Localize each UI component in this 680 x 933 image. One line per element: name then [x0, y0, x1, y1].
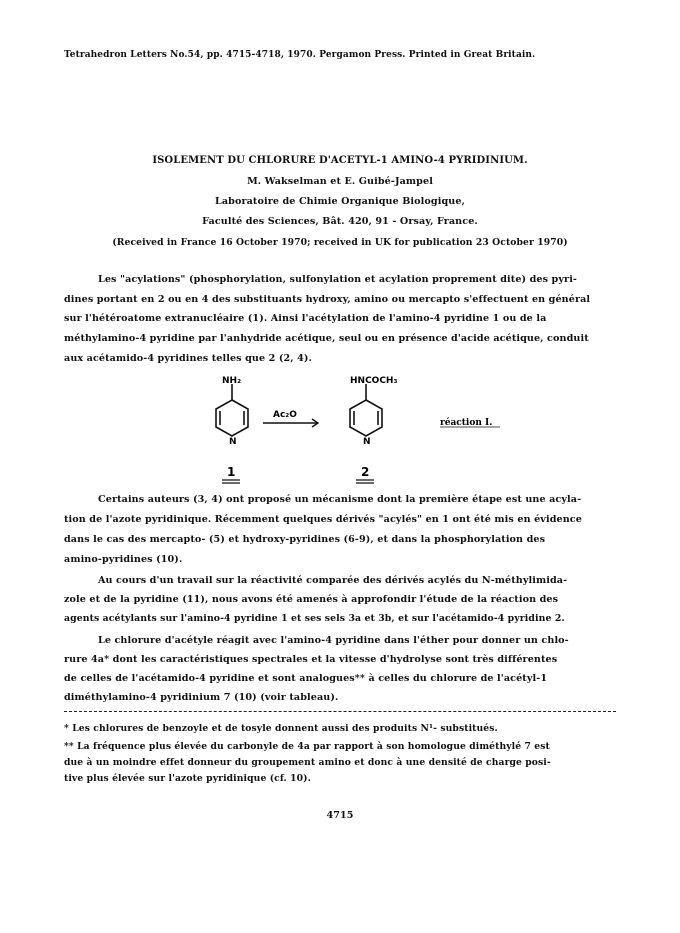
text-line: Le chlorure d'acétyle réagit avec l'amino-4 pyridine dans l'éther pour donner un chlo-	[98, 635, 569, 646]
molecule-1-substituent: NH₂	[222, 376, 242, 386]
text-line: Les "acylations" (phosphorylation, sulfonylation et acylation proprement dite) des pyri-	[98, 274, 578, 285]
molecule-1-ring-nitrogen: N	[229, 437, 237, 447]
received-dates: (Received in France 16 October 1970; received in UK for publication 23 October 1970)	[112, 237, 568, 248]
text-line: rure 4a* dont les caractéristiques spectrales et la vitesse d'hydrolyse sont très différentes	[64, 654, 558, 665]
text-line: amino-pyridines (10).	[64, 554, 183, 565]
text-line: méthylamino-4 pyridine par l'anhydride acétique, seul ou en présence d'acide acétique, conduit	[64, 333, 589, 344]
text-line: aux acétamido-4 pyridines telles que 2 (2, 4).	[64, 353, 312, 364]
footnote-line: due à un moindre effet donneur du groupement amino et donc à une densité de charge posi-	[64, 757, 551, 768]
reaction-arrow	[263, 419, 318, 427]
text-line: tion de l'azote pyridinique. Récemment quelques dérivés "acylés" en 1 ont été mis en évidence	[64, 514, 582, 525]
footnote-line: ** La fréquence plus élevée du carbonyle de 4a par rapport à son homologue diméthylé 7 est	[64, 741, 550, 752]
text-line: de celles de l'acétamido-4 pyridine et sont analogues** à celles du chlorure de l'acétyl-1	[64, 673, 548, 684]
text-line: diméthylamino-4 pyridinium 7 (10) (voir tableau).	[64, 692, 339, 703]
text-line: Certains auteurs (3, 4) ont proposé un mécanisme dont la première étape est une acyla-	[98, 494, 582, 505]
text-line: agents acétylants sur l'amino-4 pyridine 1 et ses sels 3a et 3b, et sur l'acétamido-4 pyridine 2.	[64, 613, 565, 624]
molecule-2-substituent: HNCOCH₃	[350, 376, 398, 386]
text-line: zole et de la pyridine (11), nous avons été amenés à approfondir l'étude de la réaction des	[64, 594, 559, 605]
text-line: dans le cas des mercapto- (5) et hydroxy-pyridines (6-9), et dans la phosphorylation des	[64, 534, 546, 545]
affiliation-lab: Laboratoire de Chimie Organique Biologique,	[214, 196, 466, 207]
reaction-scheme	[0, 378, 680, 488]
molecule-2-ring-nitrogen: N	[363, 437, 371, 447]
affiliation-address: Faculté des Sciences, Bât. 420, 91 - Orsay, France.	[202, 216, 478, 227]
authors: M. Wakselman et E. Guibé-Jampel	[247, 176, 433, 187]
paper-title: ISOLEMENT DU CHLORURE D'ACETYL-1 AMINO-4 PYRIDINIUM.	[152, 155, 528, 166]
molecule-acetamido-4-pyridine	[350, 384, 382, 436]
reagent-label: Ac₂O	[273, 410, 297, 420]
footnote-divider	[64, 711, 616, 712]
text-line: Au cours d'un travail sur la réactivité comparée des dérivés acylés du N-méthylimida-	[98, 575, 568, 586]
footnote-line: * Les chlorures de benzoyle et de tosyle donnent aussi des produits N¹- substitués.	[64, 723, 498, 734]
footnote-line: tive plus élevée sur l'azote pyridinique (cf. 10).	[64, 773, 311, 784]
molecule-amino-4-pyridine	[216, 384, 248, 436]
compound-label-2: 2	[361, 465, 370, 479]
page-number: 4715	[326, 810, 354, 821]
compound-label-1: 1	[227, 465, 236, 479]
text-line: sur l'hétéroatome extranucléaire (1). Ainsi l'acétylation de l'amino-4 pyridine 1 ou de la	[64, 313, 547, 324]
journal-header: Tetrahedron Letters No.54, pp. 4715-4718, 1970. Pergamon Press. Printed in Great Britain.	[64, 50, 536, 60]
reaction-label: réaction I.	[440, 418, 493, 428]
text-line: dines portant en 2 ou en 4 des substituants hydroxy, amino ou mercapto s'effectuent en général	[64, 294, 591, 305]
